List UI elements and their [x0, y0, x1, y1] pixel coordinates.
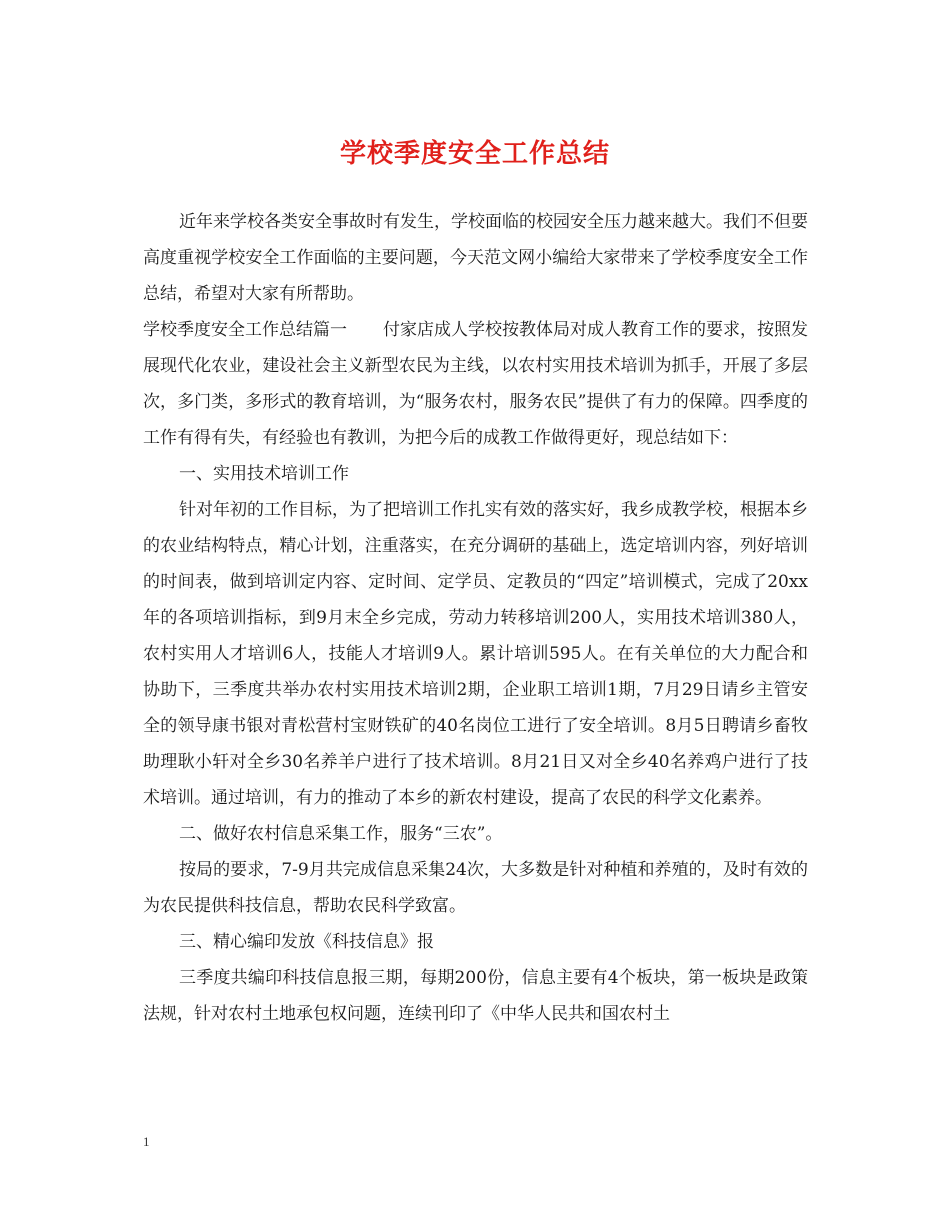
heading-info-collection: 二、做好农村信息采集工作，服务“三农”。	[179, 824, 503, 844]
info-collection-paragraph: 按局的要求，7-9月共完成信息采集24次，大多数是针对种植和养殖的，及时有效的为农民提供科技信息，帮助农民科学致富。	[143, 860, 808, 916]
document-body	[143, 204, 808, 1032]
heading-newsletter: 三、精心编印发放《科技信息》报	[179, 932, 434, 952]
document-title: 学校季度安全工作总结	[339, 139, 610, 169]
section-one-text: 付家店成人学校按教体局对成人教育工作的要求，按照发展现代化农业，建设社会主义新型农民为主线，以农村实用技术培训为抓手，开展了多层次，多门类，多形式的教育培训，为“服务农村，服务农民”提供了有力的保障。四季度的工作有得有失，有经验也有教训，为把今后的成教工作做得更好，现总结如下：	[143, 320, 808, 448]
section-label: 学校季度安全工作总结篇一	[143, 320, 347, 340]
page-number: 1	[143, 1134, 150, 1149]
training-paragraph: 针对年初的工作目标，为了把培训工作扎实有效的落实好，我乡成教学校，根据本乡的农业结构特点，精心计划，注重落实，在充分调研的基础上，选定培训内容，列好培训的时间表，做到培训定内容、定时间、定学员、定教员的“四定”培训模式，完成了20xx年的各项培训指标，到9月末全乡完成，劳动力转移培训200人，实用技术培训380人，农村实用人才培训6人，技能人才培训9人。累计培训595人。在有关单位的大力配合和协助下，三季度共举办农村实用技术培训2期，企业职工培训1期，7月29日请乡主管安全的领导康书银对青松营村宝财铁矿的40名岗位工进行了安全培训。8月5日聘请乡畜牧助理耿小轩对全乡30名养羊户进行了技术培训。8月21日又对全乡40名养鸡户进行了技术培训。通过培训，有力的推动了本乡的新农村建设，提高了农民的科学文化素养。	[143, 500, 808, 808]
newsletter-paragraph: 三季度共编印科技信息报三期，每期200份，信息主要有4个板块，第一板块是政策法规，针对农村土地承包权问题，连续刊印了《中华人民共和国农村土	[143, 968, 808, 1024]
section-one-paragraph	[143, 312, 808, 456]
intro-paragraph: 近年来学校各类安全事故时有发生，学校面临的校园安全压力越来越大。我们不但要高度重视学校安全工作面临的主要问题，今天范文网小编给大家带来了学校季度安全工作总结，希望对大家有所帮助。	[143, 212, 808, 304]
heading-training: 一、实用技术培训工作	[179, 464, 349, 484]
